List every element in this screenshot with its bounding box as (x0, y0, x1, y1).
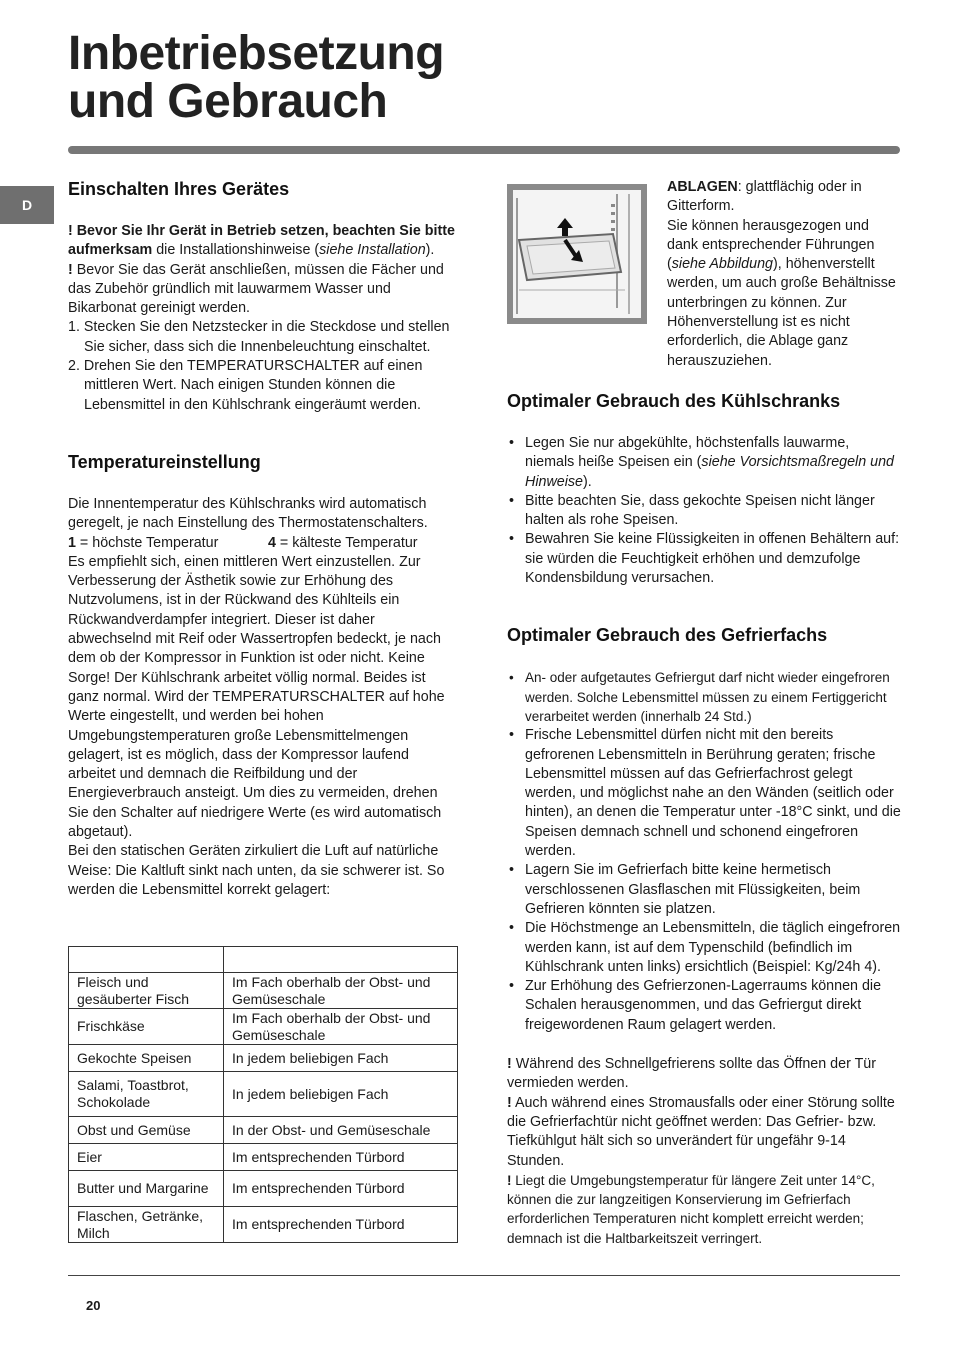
ablagen-text (667, 178, 901, 217)
table-cell-place: In jedem beliebigen Fach (224, 1072, 458, 1117)
warning-installation-bold: ! Bevor Sie Ihr Gerät in Betrieb setzen, beachten Sie bitte aufmerksam (68, 223, 455, 259)
warning-mark: ! (507, 1094, 512, 1111)
ablagen-text-1: : glattflächig oder in Gitterform. (667, 179, 862, 215)
table-cell-food: Flaschen, Getränke, Milch (69, 1207, 224, 1243)
temperature-scale (68, 534, 460, 553)
table-row (69, 1144, 458, 1171)
note-text: Während des Schnellgefrierens sollte das Öffnen der Tür vermieden werden. (507, 1056, 877, 1092)
warning-installation-ref: siehe Installation (319, 242, 426, 259)
list-item: • Die Höchstmenge an Lebensmitteln, die täglich eingefroren werden kann, ist auf dem Typenschild (befindlich im Kühlschrank unten links) ersichtlich (Beispiel: Kg/24h 4). (507, 919, 901, 977)
heading-einschalten: Einschalten Ihres Gerätes (68, 179, 290, 199)
step-1: 1. Stecken Sie den Netzstecker in die Steckdose und stellen Sie sicher, dass sich die Innenbeleuchtung einschaltet. (68, 319, 450, 355)
table-cell-food: Butter und Margarine (69, 1171, 224, 1207)
table-cell-food: Obst und Gemüse (69, 1117, 224, 1144)
table-cell-food: Frischkäse (69, 1009, 224, 1045)
ablagen-text-2-a: Sie können herausgezogen und dank entsprechender Führungen ( (667, 217, 875, 273)
table-cell-food: Gekochte Speisen (69, 1045, 224, 1072)
table-row (69, 1045, 458, 1072)
table-cell-food: Eier (69, 1144, 224, 1171)
kuehlschrank-list (507, 434, 901, 588)
warning-installation-text: die Installationshinweise ( (152, 242, 320, 259)
list-item-end: ). (583, 473, 592, 490)
table-row (69, 973, 458, 1009)
temperature-1-number: 1 (68, 534, 76, 551)
table-cell-place: Im entsprechenden Türbord (224, 1171, 458, 1207)
list-item: • Lagern Sie im Gefrierfach bitte keine hermetisch verschlossenen Glasflaschen mit Flüssigkeiten, beim Gefrieren könnten sie platzen. (507, 861, 901, 919)
footer-rule (68, 1275, 900, 1276)
table-cell-place: Im Fach oberhalb der Obst- und Gemüseschale (224, 973, 458, 1009)
right-column-lower (507, 338, 901, 1248)
warning-mark: ! (507, 1172, 512, 1188)
table-row (69, 1207, 458, 1243)
table-row (69, 1171, 458, 1207)
ablagen-ref: siehe Abbildung (671, 256, 773, 273)
storage-table (68, 946, 458, 1243)
heading-temperatureinstellung: Temperatureinstellung (68, 451, 261, 472)
table-cell-place: Im Fach oberhalb der Obst- und Gemüseschale (224, 1009, 458, 1045)
step-2: 2. Drehen Sie den TEMPERATURSCHALTER auf einen mittleren Wert. Nach einigen Stunden können die Lebensmittel in den Kühlschrank eingeräumt werden. (68, 358, 423, 413)
heading-kuehlschrank: Optimaler Gebrauch des Kühlschranks (507, 391, 841, 411)
list-item-ref: siehe Vorsichtsmaßregeln und Hinweise (525, 454, 894, 490)
table-cell-food: Fleisch und gesäuberter Fisch (69, 973, 224, 1009)
temperature-body-2: Bei den statischen Geräten zirkuliert die Luft auf natürliche Weise: Die Kaltluft sinkt nach unten, da sie schwerer ist. So werden die Lebensmittel korrekt gelagert: (68, 843, 445, 898)
warning-mark: ! (68, 261, 73, 278)
left-column (68, 178, 460, 900)
language-tab: D (0, 186, 54, 224)
temperature-4-number: 4 (268, 534, 276, 551)
note-text: Auch während eines Stromausfalls oder einer Störung sollte die Gefrierfachtür nicht geöffnet werden: Das Gefrier- bzw. Tiefkühlgut hält sich so unverändert für ungefähr 9-14 Stunden. (507, 1094, 895, 1169)
list-item (507, 434, 901, 492)
warning-mark: ! (507, 1056, 512, 1073)
page-title-line1: Inbetriebsetzung (68, 27, 445, 80)
warning-cleaning-text: Bevor Sie das Gerät anschließen, müssen die Fächer und das Zubehör gründlich mit lauwarmem Wasser und Bikarbonat gereinigt werden. (68, 261, 444, 317)
page-number: 20 (86, 1298, 101, 1313)
temperature-scale-4 (268, 534, 418, 553)
gefrierfach-list (507, 668, 901, 1035)
table-cell-food: Salami, Toastbrot, Schokolade (69, 1072, 224, 1117)
list-item: • An- oder aufgetautes Gefriergut darf nicht wieder eingefroren werden. Solche Lebensmittel müssen zu einem Fertiggericht verarbeitet werden (innerhalb 24 Std.) (507, 668, 901, 726)
ablagen-text-3: ), höhenverstellt werden, um auch große Behältnisse unterbringen zu können. Zur Höhenverstellung ist es nicht erforderlich, die Ablage ganz herauszuziehen. (667, 256, 896, 369)
temperature-4-text: = kälteste Temperatur (275, 534, 418, 551)
note-schnellgefrieren (507, 1055, 901, 1094)
ablagen-label: ABLAGEN (667, 179, 738, 195)
warning-cleaning (68, 261, 460, 319)
list-item: • Zur Erhöhung des Gefrierzonen-Lagerraums können die Schalen herausgenommen, und das Gefriergut direkt freigewordenen Raum gelagert werden. (507, 977, 901, 1035)
table-header-row (69, 947, 458, 973)
temperature-intro: Die Innentemperatur des Kühlschranks wird automatisch geregelt, je nach Einstellung des Thermostatenschalters. (68, 495, 428, 532)
table-row (69, 1009, 458, 1045)
list-item: • Bitte beachten Sie, dass gekochte Speisen nicht länger halten als rohe Speisen. (507, 492, 901, 531)
temperature-body: Es empfiehlt sich, einen mittleren Wert einzustellen. Zur Verbesserung der Ästhetik sowie zur Erhöhung des Nutzvolumens, ist in der Rückwand des Kühlteils ein Rückwandverdampfer integriert. Dieser ist daher abwechselnd mit Reif oder Wassertropfen bedeckt, je nach dem ob der Kompressor in Funktion ist oder nicht. Keine Sorge! Der Kühlschrank arbeitet völlig normal. Beides ist ganz normal. Wird der TEMPERATURSCHALTER auf hohe Werte eingestellt, und werden bei hohen Umgebungstemperaturen große Lebensmittelmengen gelagert, ist es möglich, dass der Kompressor laufend arbeitet und demnach die Reifbildung und der Energieverbrauch ansteigt. Um dies zu vermeiden, drehen Sie den Schalter auf niedrigere Werte (es wird automatisch abgetaut). (68, 553, 445, 841)
temperature-1-text: = höchste Temperatur (75, 534, 219, 551)
table-cell-place: In jedem beliebigen Fach (224, 1045, 458, 1072)
warning-installation-end: ). (425, 242, 435, 259)
note-umgebungstemperatur (507, 1171, 901, 1248)
table-cell-place: Im entsprechenden Türbord (224, 1207, 458, 1243)
title-rule (68, 146, 900, 154)
temperature-scale-1 (68, 534, 268, 553)
table-row (69, 1072, 458, 1117)
page-title (68, 27, 445, 128)
list-item: • Frische Lebensmittel dürfen nicht mit den bereits gefrorenen Lebensmitteln in Berührung geraten; frische Lebensmittel müssen auf das Gefrierfachrost gelegt werden, und möglichst nahe an den Wänden (seitlich oder hinten), an denen die Temperatur unter -18°C sinkt, und die Speisen demnach schnell und schonend eingefroren werden. (507, 726, 901, 861)
heading-gefrierfach: Optimaler Gebrauch des Gefrierfachs (507, 625, 828, 646)
list-item-text: Legen Sie nur abgekühlte, höchstenfalls lauwarme, niemals heiße Speisen ein ( (525, 435, 850, 471)
table-row (69, 1117, 458, 1144)
table-header-cell (69, 947, 224, 973)
list-item: • Bewahren Sie keine Flüssigkeiten in offenen Behältern auf: sie würden die Feuchtigkeit erhöhen und demzufolge Kondensbildung verursachen. (507, 530, 901, 588)
table-cell-place: Im entsprechenden Türbord (224, 1144, 458, 1171)
note-text: Liegt die Umgebungstemperatur für längere Zeit unter 14°C, können die zur langzeitigen Konservierung im Gefrierfach erforderlichen Temperaturen nicht komplett erreicht werden; demnach ist die Haltbarkeitszeit verringert. (507, 1172, 875, 1246)
note-stromausfall (507, 1094, 901, 1171)
page-title-line2: und Gebrauch (68, 75, 388, 128)
table-header-cell (224, 947, 458, 973)
table-cell-place: In der Obst- und Gemüseschale (224, 1117, 458, 1144)
warning-installation (68, 222, 460, 261)
